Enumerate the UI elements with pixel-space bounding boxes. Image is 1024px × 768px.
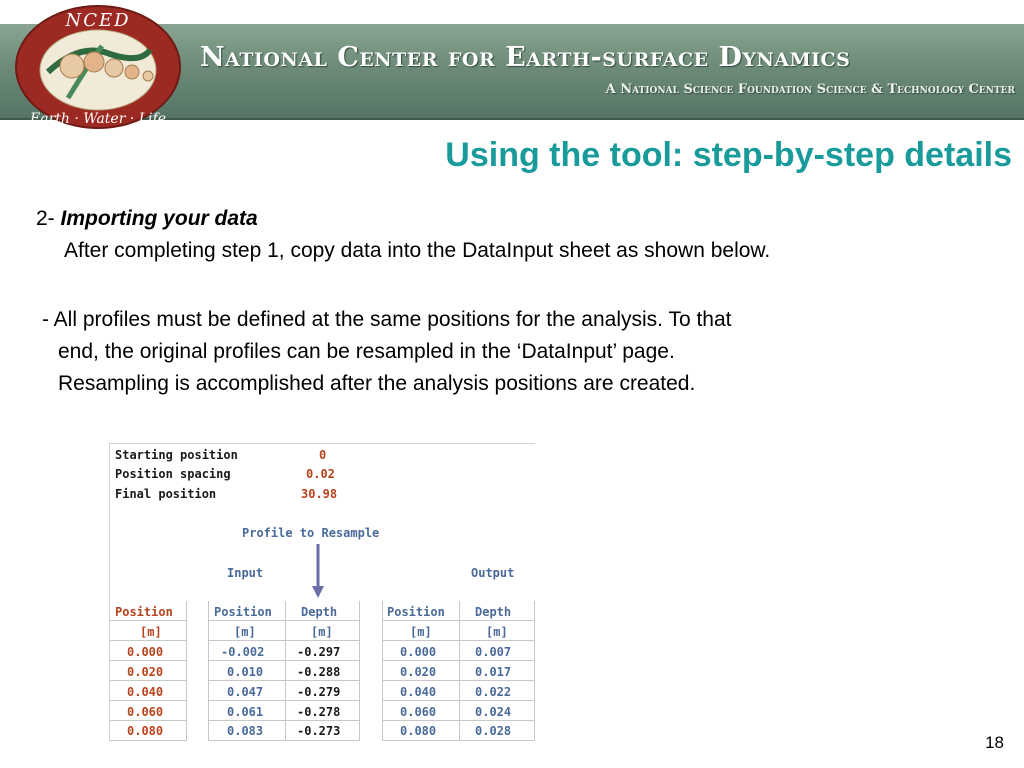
output-position-cell: 0.020	[400, 665, 437, 679]
param-value-start: 0	[319, 448, 327, 462]
grid-rule	[208, 740, 359, 741]
step-heading: Importing your data	[60, 207, 258, 230]
output-position-cell: 0.080	[400, 724, 437, 738]
output-depth-cell: 0.024	[475, 705, 512, 719]
param-value-spacing: 0.02	[306, 467, 335, 481]
position-cell: 0.000	[127, 645, 164, 659]
input-position-cell: 0.047	[227, 685, 264, 699]
grid-rule	[110, 620, 186, 621]
org-title: National Center for Earth-surface Dynamics	[200, 42, 851, 73]
slide-title: Using the tool: step-by-step details	[445, 136, 1012, 174]
grid-rule	[534, 601, 535, 741]
input-position-cell: 0.083	[227, 724, 264, 738]
grid-rule	[208, 620, 359, 621]
output-position-cell: 0.060	[400, 705, 437, 719]
positions-header: Position	[115, 605, 173, 619]
param-label-final: Final position	[115, 487, 217, 501]
grid-rule	[110, 660, 186, 661]
grid-rule	[208, 700, 359, 701]
output-position-unit: [m]	[410, 625, 432, 639]
input-position-cell: 0.061	[227, 705, 264, 719]
grid-rule	[110, 680, 186, 681]
logo-motto: Earth · Water · Life	[30, 111, 166, 127]
input-depth-cell: -0.273	[297, 724, 341, 738]
output-depth-cell: 0.017	[475, 665, 512, 679]
input-label: Input	[227, 566, 264, 580]
step-number: 2-	[36, 207, 55, 230]
grid-rule	[208, 601, 209, 741]
output-position-cell: 0.000	[400, 645, 437, 659]
output-label: Output	[471, 566, 515, 580]
grid-rule	[186, 601, 187, 741]
input-depth-cell: -0.297	[297, 645, 341, 659]
down-arrow-icon	[310, 544, 326, 600]
bullet-paragraph	[42, 304, 982, 400]
input-depth-unit: [m]	[311, 625, 333, 639]
output-depth-header: Depth	[475, 605, 512, 619]
bullet-line: - All profiles must be defined at the same positions for the analysis. To that	[42, 308, 732, 331]
grid-rule	[110, 640, 186, 641]
step-body: After completing step 1, copy data into the DataInput sheet as shown below.	[64, 239, 771, 262]
grid-rule	[382, 601, 383, 741]
input-position-header: Position	[214, 605, 272, 619]
output-depth-unit: [m]	[486, 625, 508, 639]
position-cell: 0.020	[127, 665, 164, 679]
grid-rule	[110, 720, 186, 721]
bullet-line: end, the original profiles can be resampled in the ‘DataInput’ page.	[58, 340, 675, 363]
param-value-final: 30.98	[301, 487, 338, 501]
grid-rule	[208, 640, 359, 641]
output-depth-cell: 0.007	[475, 645, 512, 659]
grid-rule	[110, 740, 186, 741]
param-label-start: Starting position	[115, 448, 238, 462]
input-depth-cell: -0.279	[297, 685, 341, 699]
output-depth-cell: 0.028	[475, 724, 512, 738]
bullet-line: Resampling is accomplished after the analysis positions are created.	[58, 372, 696, 395]
positions-unit: [m]	[140, 625, 162, 639]
nced-logo	[10, 2, 186, 132]
grid-rule	[110, 700, 186, 701]
grid-rule	[459, 601, 460, 741]
grid-rule	[208, 720, 359, 721]
page-number: 18	[985, 733, 1004, 752]
grid-rule	[208, 660, 359, 661]
input-position-cell: -0.002	[221, 645, 265, 659]
output-depth-cell: 0.022	[475, 685, 512, 699]
param-label-spacing: Position spacing	[115, 467, 231, 481]
grid-rule	[359, 601, 360, 741]
position-cell: 0.080	[127, 724, 164, 738]
profile-to-resample-label: Profile to Resample	[242, 526, 380, 540]
input-depth-cell: -0.288	[297, 665, 341, 679]
grid-rule	[285, 601, 286, 741]
input-depth-cell: -0.278	[297, 705, 341, 719]
output-position-cell: 0.040	[400, 685, 437, 699]
grid-rule	[208, 680, 359, 681]
output-position-header: Position	[387, 605, 445, 619]
logo-acronym: NCED	[65, 10, 131, 31]
position-cell: 0.040	[127, 685, 164, 699]
position-cell: 0.060	[127, 705, 164, 719]
spreadsheet-screenshot	[109, 443, 535, 741]
input-position-cell: 0.010	[227, 665, 264, 679]
step-heading-line	[36, 207, 258, 231]
input-position-unit: [m]	[234, 625, 256, 639]
input-depth-header: Depth	[301, 605, 338, 619]
org-subtitle: A National Science Foundation Science & Technology Center	[605, 82, 1015, 97]
